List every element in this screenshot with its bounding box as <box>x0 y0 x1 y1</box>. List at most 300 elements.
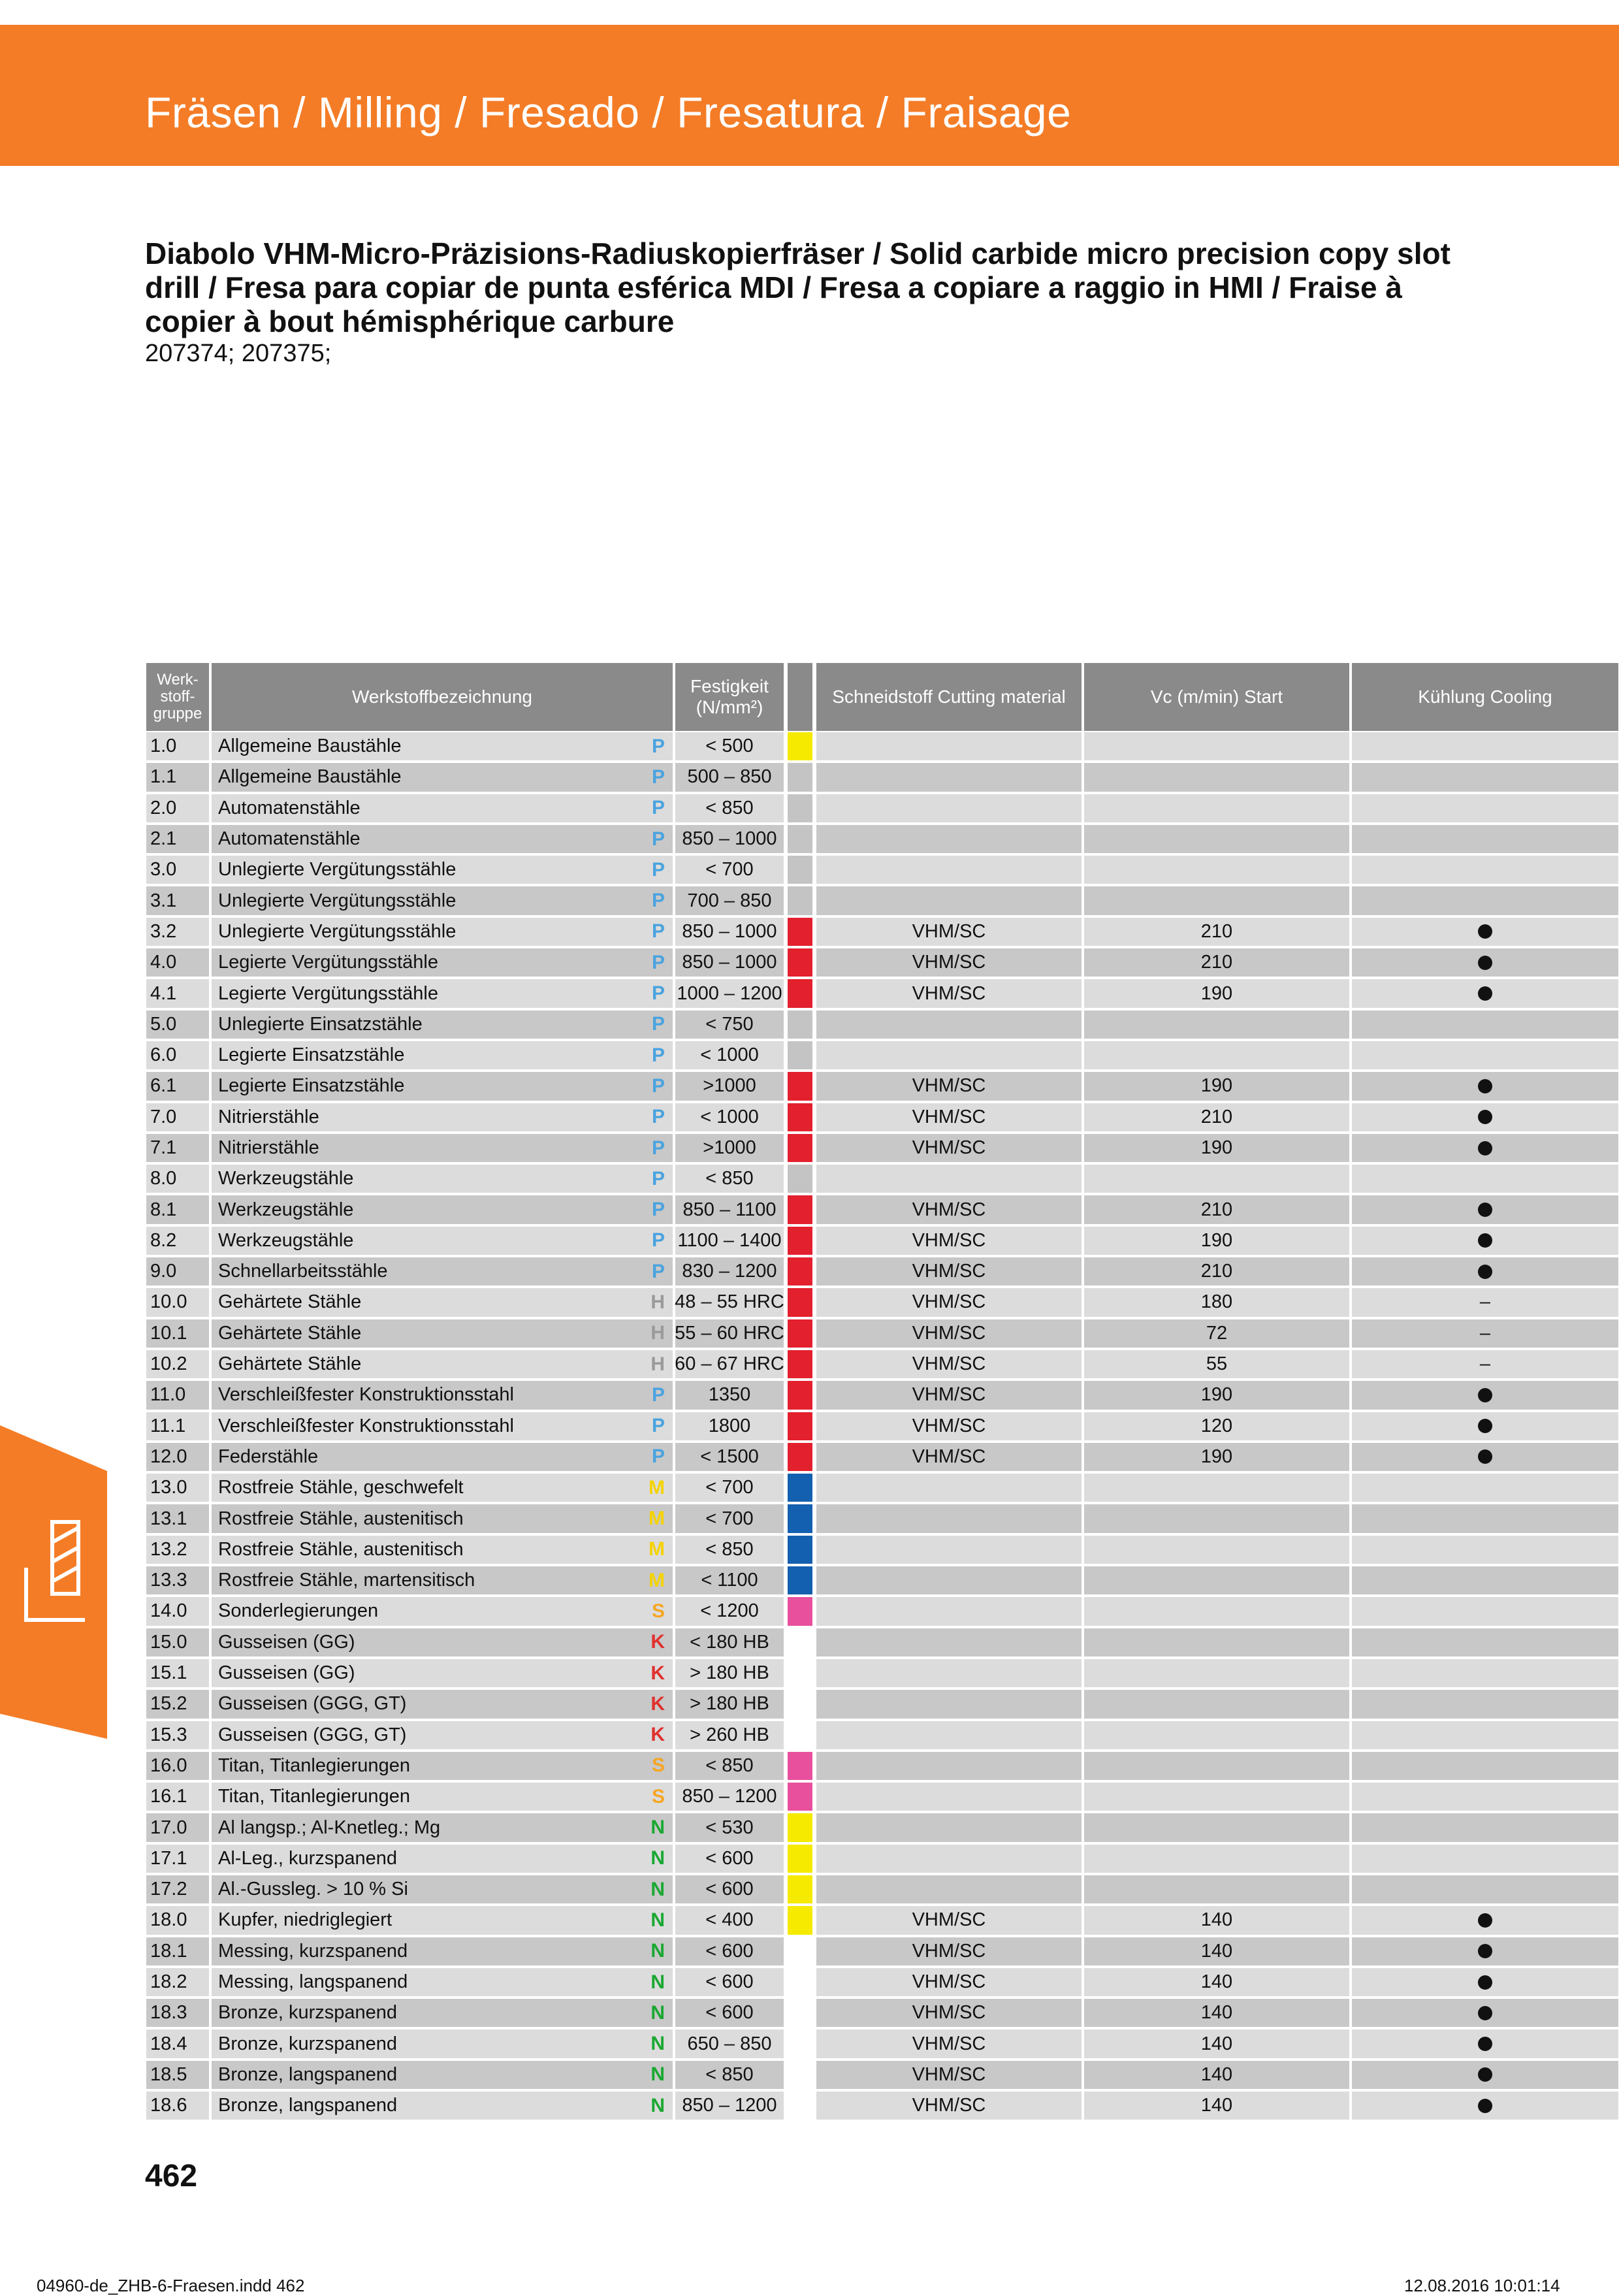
cooling-dot-icon <box>1478 924 1492 939</box>
header-material-name: Werkstoffbezeichnung <box>212 663 673 731</box>
row-cutting-speed <box>1084 1165 1349 1193</box>
row-material-name-text: Gehärtete Stähle <box>218 1291 362 1313</box>
row-cutting-material: VHM/SC <box>816 1319 1082 1348</box>
row-cutting-material <box>816 825 1082 853</box>
iso-group-letter: S <box>651 1600 665 1622</box>
row-group: 8.0 <box>146 1165 209 1193</box>
cutting-data-table <box>146 663 1552 2121</box>
row-material-name <box>212 1103 673 1131</box>
color-swatch <box>788 918 812 946</box>
row-group: 18.5 <box>146 2061 209 2089</box>
row-group: 6.0 <box>146 1041 209 1069</box>
row-strength: < 180 HB <box>675 1628 784 1657</box>
row-cutting-speed <box>1084 732 1349 760</box>
color-swatch <box>788 948 812 977</box>
row-cutting-speed <box>1084 1041 1349 1069</box>
row-cutting-material: VHM/SC <box>816 1350 1082 1378</box>
row-color-indicator <box>788 918 812 946</box>
row-group: 7.1 <box>146 1134 209 1162</box>
row-cutting-material: VHM/SC <box>816 2029 1082 2058</box>
row-cooling <box>1352 1257 1618 1285</box>
row-cutting-material: VHM/SC <box>816 1968 1082 1996</box>
row-color-indicator <box>788 1227 812 1255</box>
iso-group-letter: N <box>650 2063 665 2086</box>
cooling-dot-icon <box>1478 1203 1492 1217</box>
row-cutting-speed <box>1084 1628 1349 1657</box>
row-color-indicator <box>788 1381 812 1409</box>
row-color-indicator <box>788 825 812 853</box>
table-row <box>146 916 1472 947</box>
row-material-name <box>212 979 673 1007</box>
table-row <box>146 1040 1472 1071</box>
iso-group-letter: P <box>651 1260 665 1282</box>
color-swatch <box>788 1566 812 1594</box>
row-cutting-speed: 55 <box>1084 1350 1349 1378</box>
iso-group-letter: M <box>649 1476 665 1498</box>
row-strength: >1000 <box>675 1134 784 1162</box>
row-material-name-text: Rostfreie Stähle, austenitisch <box>218 1508 464 1529</box>
row-cutting-speed: 190 <box>1084 1134 1349 1162</box>
row-material-name-text: Messing, kurzspanend <box>218 1940 408 1962</box>
row-strength: >1000 <box>675 1072 784 1100</box>
row-cutting-material: VHM/SC <box>816 1103 1082 1131</box>
color-swatch <box>788 1227 812 1255</box>
row-cooling: – <box>1352 1350 1618 1378</box>
table-row <box>146 1472 1472 1503</box>
row-cutting-material <box>816 1041 1082 1069</box>
iso-group-letter: N <box>650 1878 665 1900</box>
row-cutting-material: VHM/SC <box>816 979 1082 1007</box>
table-row <box>146 1009 1472 1040</box>
row-cooling: – <box>1352 1288 1618 1316</box>
row-group: 10.1 <box>146 1319 209 1348</box>
row-cutting-material: VHM/SC <box>816 1195 1082 1223</box>
color-swatch <box>788 1381 812 1409</box>
row-color-indicator <box>788 1474 812 1502</box>
row-cooling <box>1352 1752 1618 1780</box>
row-material-name-text: Bronze, kurzspanend <box>218 2033 398 2054</box>
row-cooling <box>1352 1845 1618 1873</box>
table-row <box>146 1225 1472 1256</box>
row-strength: < 400 <box>675 1906 784 1934</box>
iso-group-letter: P <box>651 982 665 1005</box>
color-swatch <box>788 1813 812 1841</box>
color-swatch <box>788 1875 812 1903</box>
row-group: 18.1 <box>146 1937 209 1965</box>
row-material-name <box>212 1319 673 1348</box>
row-cutting-material: VHM/SC <box>816 1443 1082 1471</box>
row-material-name <box>212 825 673 853</box>
color-swatch <box>788 1752 812 1780</box>
row-group: 1.0 <box>146 732 209 760</box>
row-cutting-speed <box>1084 763 1349 791</box>
row-strength: 830 – 1200 <box>675 1257 784 1285</box>
row-strength: < 750 <box>675 1011 784 1039</box>
row-group: 16.1 <box>146 1783 209 1811</box>
header-strength: Festigkeit (N/mm²) <box>675 663 784 731</box>
row-cutting-speed: 140 <box>1084 1906 1349 1934</box>
row-strength: < 700 <box>675 856 784 884</box>
row-group: 16.0 <box>146 1752 209 1780</box>
row-group: 18.0 <box>146 1906 209 1934</box>
color-swatch <box>788 856 812 884</box>
row-strength: 1350 <box>675 1381 784 1409</box>
row-group: 10.2 <box>146 1350 209 1378</box>
row-cutting-speed <box>1084 1011 1349 1039</box>
iso-group-letter: N <box>650 1971 665 1993</box>
footer-timestamp: 12.08.2016 10:01:14 <box>1404 2276 1560 2295</box>
color-swatch <box>788 1536 812 1564</box>
table-row <box>146 1874 1472 1905</box>
row-color-indicator <box>788 732 812 760</box>
iso-group-letter: P <box>651 797 665 819</box>
table-row <box>146 1689 1472 1719</box>
row-strength: < 1000 <box>675 1041 784 1069</box>
row-material-name-text: Bronze, langspanend <box>218 2063 398 2085</box>
row-cutting-material: VHM/SC <box>816 1257 1082 1285</box>
row-material-name-text: Legierte Vergütungsstähle <box>218 982 438 1004</box>
cooling-dot-icon <box>1478 1388 1492 1402</box>
row-color-indicator <box>788 2092 812 2120</box>
row-material-name <box>212 1566 673 1594</box>
row-cooling <box>1352 2061 1618 2089</box>
iso-group-letter: P <box>651 920 665 943</box>
page-number: 462 <box>145 2159 198 2193</box>
row-material-name-text: Federstähle <box>218 1446 319 1467</box>
row-material-name-text: Unlegierte Einsatzstähle <box>218 1013 423 1035</box>
row-strength: 850 – 1000 <box>675 918 784 946</box>
color-swatch <box>788 1721 812 1749</box>
cooling-dot-icon <box>1478 2006 1492 2020</box>
iso-group-letter: P <box>651 766 665 788</box>
row-material-name-text: Gusseisen (GGG, GT) <box>218 1724 407 1745</box>
iso-group-letter: N <box>650 1909 665 1931</box>
row-group: 17.2 <box>146 1875 209 1903</box>
row-material-name-text: Rostfreie Stähle, austenitisch <box>218 1538 464 1560</box>
row-group: 13.2 <box>146 1536 209 1564</box>
row-group: 11.0 <box>146 1381 209 1409</box>
cooling-dot-icon <box>1478 1449 1492 1464</box>
color-swatch <box>788 732 812 760</box>
table-row <box>146 1658 1472 1689</box>
row-material-name-text: Werkzeugstähle <box>218 1168 354 1189</box>
row-cutting-material: VHM/SC <box>816 1381 1082 1409</box>
row-material-name-text: Gusseisen (GG) <box>218 1631 355 1653</box>
row-cutting-speed: 210 <box>1084 948 1349 977</box>
row-cutting-speed: 72 <box>1084 1319 1349 1348</box>
row-strength: < 500 <box>675 732 784 760</box>
row-material-name-text: Automatenstähle <box>218 797 361 818</box>
table-row <box>146 2060 1472 2090</box>
row-strength: 500 – 850 <box>675 763 784 791</box>
product-title: Diabolo VHM-Micro-Präzisions-Radiuskopierfräser / Solid carbide micro precision copy slot drill / Fresa para copiar de punta esférica MDI / Fresa a copiare a raggio in HMI / Fraise à copier à bout hémisphérique carbure <box>145 236 1451 338</box>
row-group: 9.0 <box>146 1257 209 1285</box>
iso-group-letter: P <box>651 1167 665 1189</box>
row-material-name-text: Kupfer, niedriglegiert <box>218 1909 392 1931</box>
color-swatch <box>788 1999 812 2027</box>
cooling-dot-icon <box>1478 2067 1492 2082</box>
row-cutting-material: VHM/SC <box>816 1412 1082 1440</box>
row-color-indicator <box>788 1845 812 1873</box>
row-strength: < 600 <box>675 1937 784 1965</box>
row-cutting-speed <box>1084 1845 1349 1873</box>
color-swatch <box>788 979 812 1007</box>
row-material-name-text: Unlegierte Vergütungsstähle <box>218 890 457 911</box>
row-strength: 650 – 850 <box>675 2029 784 2058</box>
row-color-indicator <box>788 1906 812 1934</box>
row-cutting-material <box>816 856 1082 884</box>
color-swatch <box>788 1165 812 1193</box>
row-cutting-material: VHM/SC <box>816 1134 1082 1162</box>
table-row <box>146 1349 1491 1380</box>
row-material-name <box>212 918 673 946</box>
table-row <box>146 978 1472 1009</box>
table-row <box>146 1720 1472 1751</box>
row-color-indicator <box>788 1195 812 1223</box>
row-material-name <box>212 1443 673 1471</box>
row-material-name <box>212 1659 673 1687</box>
table-row <box>146 1627 1472 1658</box>
row-strength: > 180 HB <box>675 1690 784 1718</box>
row-group: 1.1 <box>146 763 209 791</box>
row-cutting-speed <box>1084 1597 1349 1625</box>
row-cutting-speed: 210 <box>1084 1103 1349 1131</box>
iso-group-letter: P <box>651 735 665 757</box>
row-cooling <box>1352 1195 1618 1223</box>
row-cutting-material <box>816 732 1082 760</box>
row-cutting-material <box>816 1536 1082 1564</box>
iso-group-letter: H <box>650 1322 665 1344</box>
row-material-name <box>212 1999 673 2027</box>
iso-group-letter: M <box>649 1508 665 1530</box>
row-color-indicator <box>788 1752 812 1780</box>
color-swatch <box>788 825 812 853</box>
row-material-name <box>212 1536 673 1564</box>
iso-group-letter: M <box>649 1538 665 1560</box>
table-row <box>146 1843 1472 1874</box>
row-cutting-material: VHM/SC <box>816 1072 1082 1100</box>
row-material-name-text: Nitrierstähle <box>218 1137 319 1158</box>
color-swatch <box>788 1041 812 1069</box>
row-cooling <box>1352 1011 1618 1039</box>
row-material-name-text: Unlegierte Vergütungsstähle <box>218 920 457 942</box>
row-group: 14.0 <box>146 1597 209 1625</box>
row-material-name-text: Titan, Titanlegierungen <box>218 1754 410 1776</box>
row-color-indicator <box>788 1072 812 1100</box>
row-cutting-material <box>816 1474 1082 1502</box>
row-material-name <box>212 1165 673 1193</box>
row-material-name-text: Rostfreie Stähle, geschwefelt <box>218 1477 464 1498</box>
table-row <box>146 731 1472 762</box>
color-swatch <box>788 1474 812 1502</box>
row-cooling <box>1352 1504 1618 1532</box>
row-cutting-material <box>816 1813 1082 1841</box>
row-cooling <box>1352 1412 1618 1440</box>
row-cutting-material <box>816 1011 1082 1039</box>
table-row <box>146 1503 1472 1534</box>
row-cooling <box>1352 1597 1618 1625</box>
row-color-indicator <box>788 1165 812 1193</box>
color-swatch <box>788 1783 812 1811</box>
row-strength: 48 – 55 HRC <box>675 1288 784 1316</box>
row-cutting-material <box>816 1597 1082 1625</box>
row-color-indicator <box>788 1628 812 1657</box>
row-material-name-text: Legierte Einsatzstähle <box>218 1075 405 1097</box>
row-strength: < 850 <box>675 1536 784 1564</box>
iso-group-letter: K <box>650 1631 665 1653</box>
color-swatch <box>788 1906 812 1934</box>
row-cutting-material <box>816 886 1082 914</box>
row-cutting-speed: 140 <box>1084 2061 1349 2089</box>
row-material-name <box>212 2029 673 2058</box>
row-cutting-material <box>816 1504 1082 1532</box>
row-material-name <box>212 794 673 822</box>
article-numbers: 207374; 207375; <box>145 340 332 367</box>
row-cutting-material: VHM/SC <box>816 918 1082 946</box>
color-swatch <box>788 1628 812 1657</box>
row-color-indicator <box>788 1011 812 1039</box>
row-cooling <box>1352 1566 1618 1594</box>
row-material-name <box>212 1752 673 1780</box>
table-row <box>146 1102 1472 1133</box>
table-row <box>146 1936 1472 1967</box>
row-strength: < 600 <box>675 1845 784 1873</box>
color-swatch <box>788 1257 812 1285</box>
row-group: 13.3 <box>146 1566 209 1594</box>
row-color-indicator <box>788 1721 812 1749</box>
row-cooling <box>1352 948 1618 977</box>
row-color-indicator <box>788 856 812 884</box>
row-color-indicator <box>788 763 812 791</box>
row-cutting-speed: 190 <box>1084 1443 1349 1471</box>
row-cooling <box>1352 856 1618 884</box>
row-cutting-material <box>816 1566 1082 1594</box>
row-material-name-text: Unlegierte Vergütungsstähle <box>218 859 457 881</box>
iso-group-letter: N <box>650 1940 665 1962</box>
row-color-indicator <box>788 1937 812 1965</box>
row-cutting-material: VHM/SC <box>816 1999 1082 2027</box>
row-group: 15.1 <box>146 1659 209 1687</box>
row-strength: < 530 <box>675 1813 784 1841</box>
row-material-name <box>212 1875 673 1903</box>
row-material-name-text: Allgemeine Baustähle <box>218 736 402 757</box>
top-margin <box>0 0 1619 26</box>
row-strength: < 1100 <box>675 1566 784 1594</box>
iso-group-letter: P <box>651 1013 665 1035</box>
iso-group-letter: P <box>651 1199 665 1221</box>
row-strength: 850 – 1200 <box>675 1783 784 1811</box>
row-strength: < 1200 <box>675 1597 784 1625</box>
row-cutting-material <box>816 1721 1082 1749</box>
iso-group-letter: M <box>649 1569 665 1591</box>
row-color-indicator <box>788 948 812 977</box>
row-cooling <box>1352 1041 1618 1069</box>
color-swatch <box>788 1288 812 1316</box>
row-strength: 60 – 67 HRC <box>675 1350 784 1378</box>
row-cutting-speed <box>1084 886 1349 914</box>
row-cutting-speed: 210 <box>1084 1257 1349 1285</box>
row-cooling <box>1352 1968 1618 1996</box>
row-cooling <box>1352 1227 1618 1255</box>
row-group: 15.3 <box>146 1721 209 1749</box>
row-material-name <box>212 1783 673 1811</box>
row-strength: < 850 <box>675 1165 784 1193</box>
color-swatch <box>788 2092 812 2120</box>
row-cutting-speed <box>1084 1659 1349 1687</box>
row-cutting-material: VHM/SC <box>816 1906 1082 1934</box>
row-cutting-speed <box>1084 1536 1349 1564</box>
row-group: 11.1 <box>146 1412 209 1440</box>
row-group: 18.2 <box>146 1968 209 1996</box>
row-material-name-text: Verschleißfester Konstruktionsstahl <box>218 1415 514 1436</box>
table-row <box>146 1534 1472 1565</box>
header-cutting-speed: Vc (m/min) Start <box>1084 663 1349 731</box>
row-cutting-speed <box>1084 1752 1349 1780</box>
row-material-name <box>212 1288 673 1316</box>
row-cutting-material: VHM/SC <box>816 1288 1082 1316</box>
iso-group-letter: P <box>651 858 665 881</box>
color-swatch <box>788 1504 812 1532</box>
row-material-name-text: Gehärtete Stähle <box>218 1322 362 1344</box>
row-material-name <box>212 1968 673 1996</box>
table-body <box>146 731 1491 2121</box>
iso-group-letter: H <box>650 1291 665 1313</box>
row-cooling <box>1352 1443 1618 1471</box>
table-row <box>146 1781 1472 1812</box>
cooling-dot-icon <box>1478 986 1492 1001</box>
row-cutting-material <box>816 1875 1082 1903</box>
row-cutting-speed <box>1084 1504 1349 1532</box>
row-cooling <box>1352 825 1618 853</box>
table-row <box>146 947 1472 978</box>
row-color-indicator <box>788 1350 812 1378</box>
table-row <box>146 1380 1472 1410</box>
row-material-name <box>212 1011 673 1039</box>
color-swatch <box>788 763 812 791</box>
row-cooling <box>1352 886 1618 914</box>
iso-group-letter: K <box>650 1724 665 1746</box>
table-row <box>146 762 1472 792</box>
table-row <box>146 1133 1472 1163</box>
row-strength: < 850 <box>675 794 784 822</box>
row-group: 2.0 <box>146 794 209 822</box>
row-material-name-text: Gehärtete Stähle <box>218 1353 362 1375</box>
iso-group-letter: K <box>650 1692 665 1715</box>
row-color-indicator <box>788 1257 812 1285</box>
cooling-dot-icon <box>1478 1233 1492 1248</box>
row-cooling <box>1352 918 1618 946</box>
row-cutting-material <box>816 763 1082 791</box>
row-color-indicator <box>788 1968 812 1996</box>
row-material-name-text: Automatenstähle <box>218 828 361 850</box>
row-material-name <box>212 1134 673 1162</box>
table-row <box>146 824 1472 854</box>
row-material-name-text: Al langsp.; Al-Knetleg.; Mg <box>218 1817 441 1838</box>
row-strength: < 600 <box>675 1875 784 1903</box>
cooling-dot-icon <box>1478 2037 1492 2051</box>
row-material-name-text: Gusseisen (GGG, GT) <box>218 1693 407 1715</box>
row-cutting-speed: 140 <box>1084 2029 1349 2058</box>
row-cooling <box>1352 1628 1618 1657</box>
cooling-dot-icon <box>1478 1944 1492 1958</box>
row-group: 2.1 <box>146 825 209 853</box>
iso-group-letter: P <box>651 1229 665 1252</box>
table-row <box>146 1596 1472 1626</box>
table-row <box>146 1751 1472 1781</box>
row-material-name <box>212 2061 673 2089</box>
row-color-indicator <box>788 1412 812 1440</box>
row-cutting-speed: 140 <box>1084 2092 1349 2120</box>
